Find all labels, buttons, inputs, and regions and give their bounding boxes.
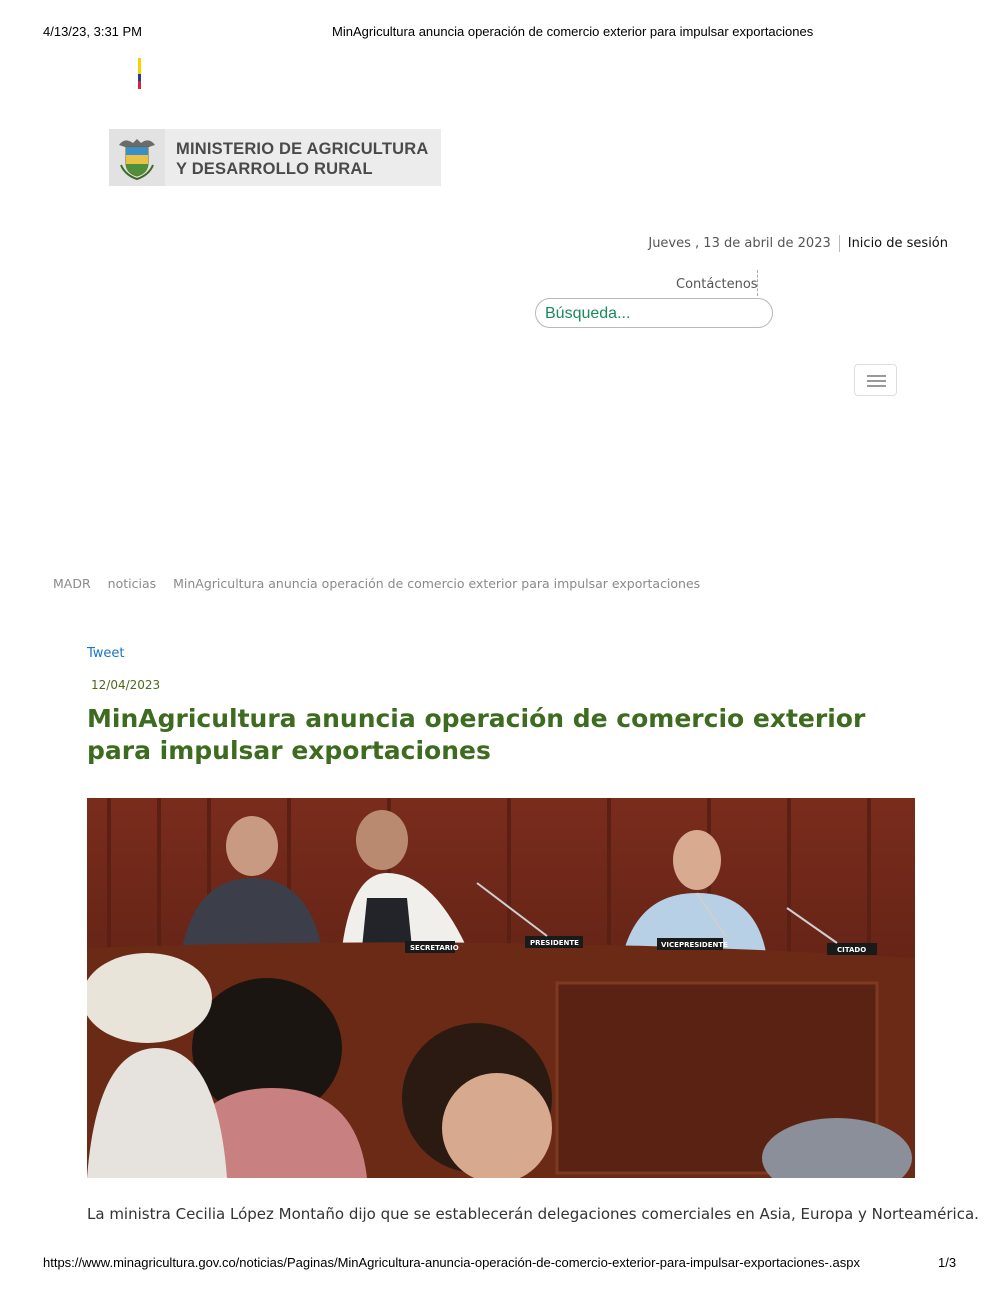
breadcrumb-item-madr[interactable]: MADR: [53, 576, 91, 591]
nameplate-vicepresidente: VICEPRESIDENTE: [661, 941, 728, 949]
breadcrumb: [53, 576, 700, 591]
colombia-flag-strip: [138, 58, 141, 89]
header-meta: [648, 235, 948, 252]
article-photo: [87, 798, 915, 1178]
article-lead: La ministra Cecilia López Montaño dijo que se establecerán delegaciones comerciales en Asia, Europa y Norteamérica.: [87, 1205, 979, 1223]
print-datetime: 4/13/23, 3:31 PM: [43, 24, 143, 39]
breadcrumb-item-current: MinAgricultura anuncia operación de comercio exterior para impulsar exportaciones: [173, 576, 701, 591]
nameplate-presidente: PRESIDENTE: [530, 939, 579, 947]
divider: [839, 235, 840, 252]
current-date: Jueves , 13 de abril de 2023: [648, 236, 831, 251]
hamburger-icon: [867, 385, 886, 387]
tweet-link[interactable]: Tweet: [87, 646, 125, 661]
print-url: https://www.minagricultura.gov.co/noticias/Paginas/MinAgricultura-anuncia-operación-de-comercio-exterior-para-impulsar-exportaciones-.aspx: [43, 1255, 860, 1270]
contact-link[interactable]: Contáctenos: [676, 277, 758, 292]
print-page-number: 1/3: [938, 1255, 957, 1270]
divider: [757, 270, 758, 296]
nameplate-citado: CITADO: [837, 946, 867, 954]
ministry-name: [176, 139, 429, 179]
search-box: [535, 298, 773, 328]
hamburger-icon: [867, 375, 886, 377]
coat-of-arms-icon: [109, 129, 165, 186]
login-link[interactable]: Inicio de sesión: [847, 236, 948, 251]
nameplate-secretario: SECRETARIO: [410, 944, 459, 952]
hamburger-icon: [867, 380, 886, 382]
print-document-title: MinAgricultura anuncia operación de comercio exterior para impulsar exportaciones: [332, 24, 814, 39]
ministry-name-line2: Y DESARROLLO RURAL: [176, 160, 373, 178]
breadcrumb-item-noticias[interactable]: noticias: [107, 576, 157, 591]
search-input[interactable]: [543, 304, 757, 324]
article-title: MinAgricultura anuncia operación de comercio exterior para impulsar exportaciones: [87, 704, 866, 765]
menu-toggle-button[interactable]: [854, 364, 897, 396]
publication-date: 12/04/2023: [91, 678, 161, 692]
ministry-name-line1: MINISTERIO DE AGRICULTURA: [176, 140, 429, 158]
ministry-logo[interactable]: [109, 129, 441, 186]
